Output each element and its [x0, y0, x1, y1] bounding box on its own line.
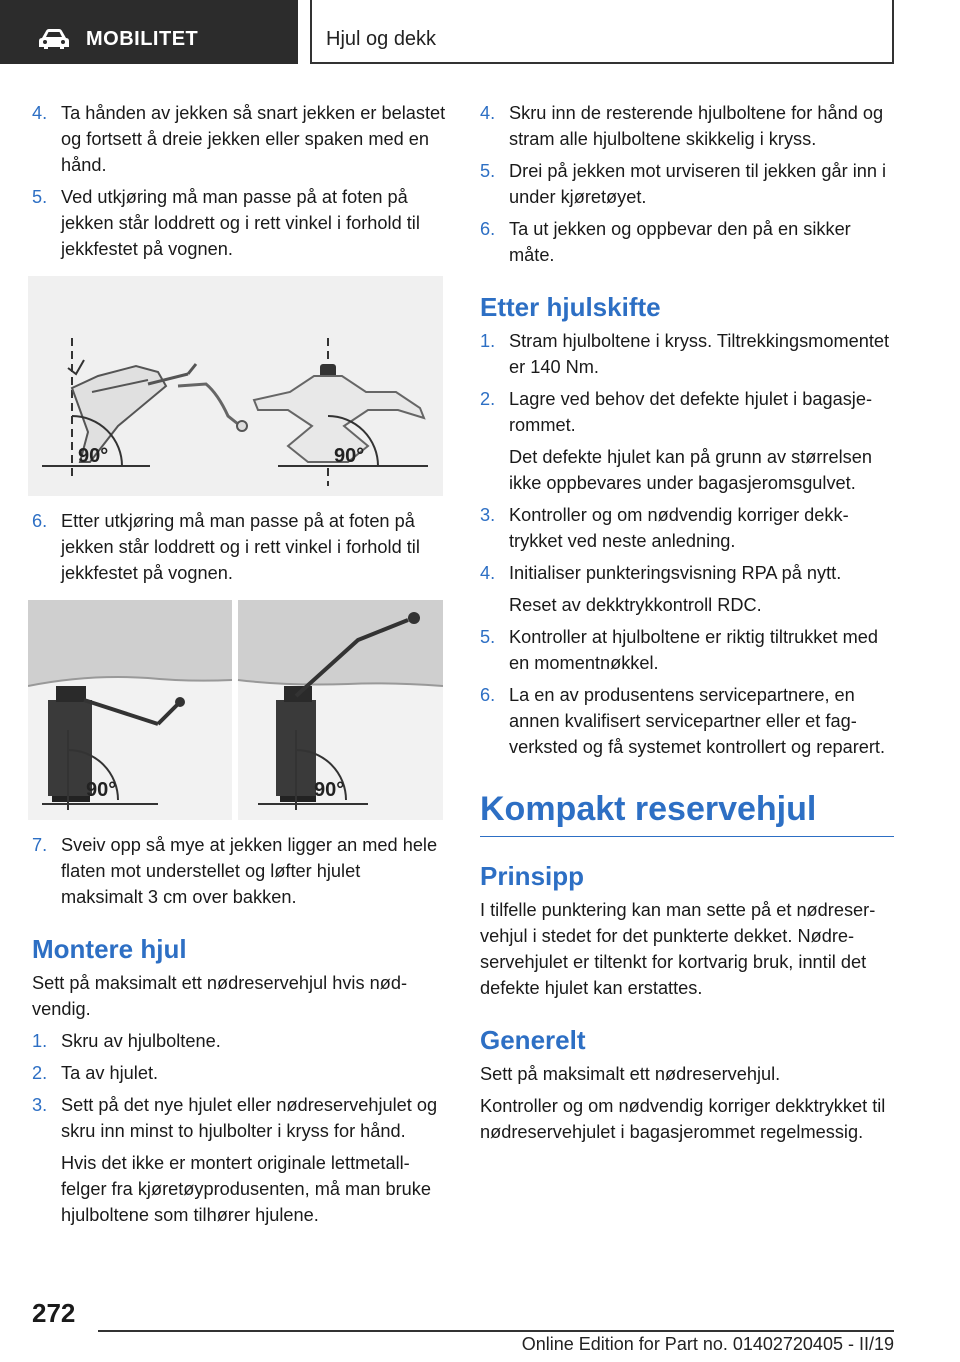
list-item — [480, 328, 894, 380]
step-text: Skru inn de resterende hjulboltene for hånd og stram alle hjulboltene skikkelig i kryss. — [509, 103, 884, 149]
step-text: Skru av hjulboltene. — [61, 1031, 221, 1051]
step-text: Kontroller og om nødvendig korriger dekktrykket ved neste anledning. — [509, 505, 849, 551]
step-text: Ved utkjøring må man passe på at foten på jekken står loddrett og i rett vinkel i forhold til jekkfestet på vognen. — [61, 187, 420, 259]
section-heading-generelt: Generelt — [480, 1025, 586, 1055]
step-text: Stram hjulboltene i kryss. Tiltrekkingsmomentet er 140 Nm. — [509, 331, 890, 377]
step-number: 2. — [480, 389, 496, 409]
section-heading-montere: Montere hjul — [32, 934, 187, 964]
step-number: 4. — [32, 103, 48, 123]
generelt-text: Sett på maksimalt ett nødreservehjul. — [480, 1064, 781, 1084]
car-icon — [38, 28, 70, 50]
angle-label: 90° — [314, 779, 345, 801]
jack-diagram-illustration — [28, 276, 443, 496]
list-item — [480, 502, 894, 554]
edition-text: Online Edition for Part no. 01402720405 - II/19 — [521, 1334, 894, 1354]
list-item — [32, 1092, 446, 1228]
step-number: 1. — [32, 1031, 48, 1051]
step-number: 4. — [480, 563, 496, 583]
step-note: Det defekte hjulet kan på grunn av størrelsen ikke oppbevares under bagasjeromsgulvet. — [509, 447, 872, 493]
list-item — [32, 1060, 446, 1086]
page-header — [0, 0, 960, 66]
chapter-heading-kompakt: Kompakt reservehjul — [480, 786, 894, 837]
section-heading-prinsipp: Prinsipp — [480, 861, 585, 891]
step-number: 3. — [32, 1095, 48, 1115]
angle-label: 90° — [78, 445, 109, 467]
step-text: Ta av hjulet. — [61, 1063, 159, 1083]
footer-divider — [98, 1330, 894, 1332]
list-item — [480, 158, 894, 210]
jack-placement-illustration — [28, 600, 443, 820]
list-item — [480, 624, 894, 676]
right-column — [480, 100, 894, 1151]
step-note: Hvis det ikke er montert originale lettmetallfelger fra kjøretøyprodusenten, må man bruke hjulboltene som tilhører hjulene. — [61, 1153, 431, 1225]
list-item — [480, 100, 894, 152]
step-number: 6. — [480, 685, 496, 705]
angle-label: 90° — [86, 779, 117, 801]
step-text: Drei på jekken mot urviseren til jekken går inn i under kjøretøyet. — [509, 161, 887, 207]
step-text: Lagre ved behov det defekte hjulet i bagasjerommet. — [509, 389, 873, 435]
generelt-text: Kontroller og om nødvendig korriger dekktrykket til nødreservehjulet i bagasjerommet regelmessig. — [480, 1096, 886, 1142]
step-note: Reset av dekktrykkontroll RDC. — [509, 595, 762, 615]
list-item — [480, 560, 894, 618]
section-label: MOBILITET — [86, 28, 199, 50]
chapter-title: Hjul og dekk — [326, 28, 437, 50]
step-number: 6. — [480, 219, 496, 239]
list-item — [32, 508, 446, 586]
step-number: 7. — [32, 835, 48, 855]
section-heading-etter: Etter hjulskifte — [480, 292, 661, 322]
angle-label: 90° — [334, 445, 365, 467]
list-item — [480, 682, 894, 760]
step-text: Initialiser punkteringsvisning RPA på nytt. — [509, 563, 842, 583]
step-number: 3. — [480, 505, 496, 525]
step-number: 6. — [32, 511, 48, 531]
chapter-title-box — [310, 0, 894, 64]
section-tab — [0, 0, 298, 64]
step-text: Etter utkjøring må man passe på at foten på jekken står loddrett og i rett vinkel i forhold til jekkfestet på vognen. — [61, 511, 420, 583]
prinsipp-text: I tilfelle punktering kan man sette på et nødreservehjul i stedet for det punkterte dekket. Nødreservehjulet er tiltenkt for kortvarig bruk, inntil det defekte hjulet kan erstattes. — [480, 900, 876, 998]
list-item — [32, 1028, 446, 1054]
step-number: 5. — [32, 187, 48, 207]
page-number: 272 — [32, 1298, 76, 1328]
step-number: 5. — [480, 627, 496, 647]
step-text: Sett på det nye hjulet eller nødreservehjulet og skru inn minst to hjulbolter i kryss for hånd. — [61, 1095, 438, 1141]
jack-placement-figure — [28, 600, 443, 820]
list-item — [32, 832, 446, 910]
step-text: Ta hånden av jekken så snart jekken er belastet og fortsett å dreie jekken eller spaken med en hånd. — [61, 103, 446, 175]
left-column — [32, 100, 446, 1234]
step-text: Sveiv opp så mye at jekken ligger an med hele flaten mot understellet og løfter hjulet maksimalt 3 cm over bakken. — [61, 835, 438, 907]
list-item — [32, 184, 446, 262]
section-intro: Sett på maksimalt ett nødreservehjul hvis nødvendig. — [32, 973, 408, 1019]
step-text: Ta ut jekken og oppbevar den på en sikker måte. — [509, 219, 851, 265]
list-item — [480, 386, 894, 496]
step-number: 2. — [32, 1063, 48, 1083]
step-number: 1. — [480, 331, 496, 351]
step-text: La en av produsentens servicepartnere, en annen kvalifisert servicepartner eller et fagverksted og få systemet kontrollert og reparert. — [509, 685, 886, 757]
step-number: 4. — [480, 103, 496, 123]
step-number: 5. — [480, 161, 496, 181]
jack-angle-figure — [28, 276, 443, 496]
step-text: Kontroller at hjulboltene er riktig tiltrukket med en momentnøkkel. — [509, 627, 878, 673]
list-item — [32, 100, 446, 178]
list-item — [480, 216, 894, 268]
